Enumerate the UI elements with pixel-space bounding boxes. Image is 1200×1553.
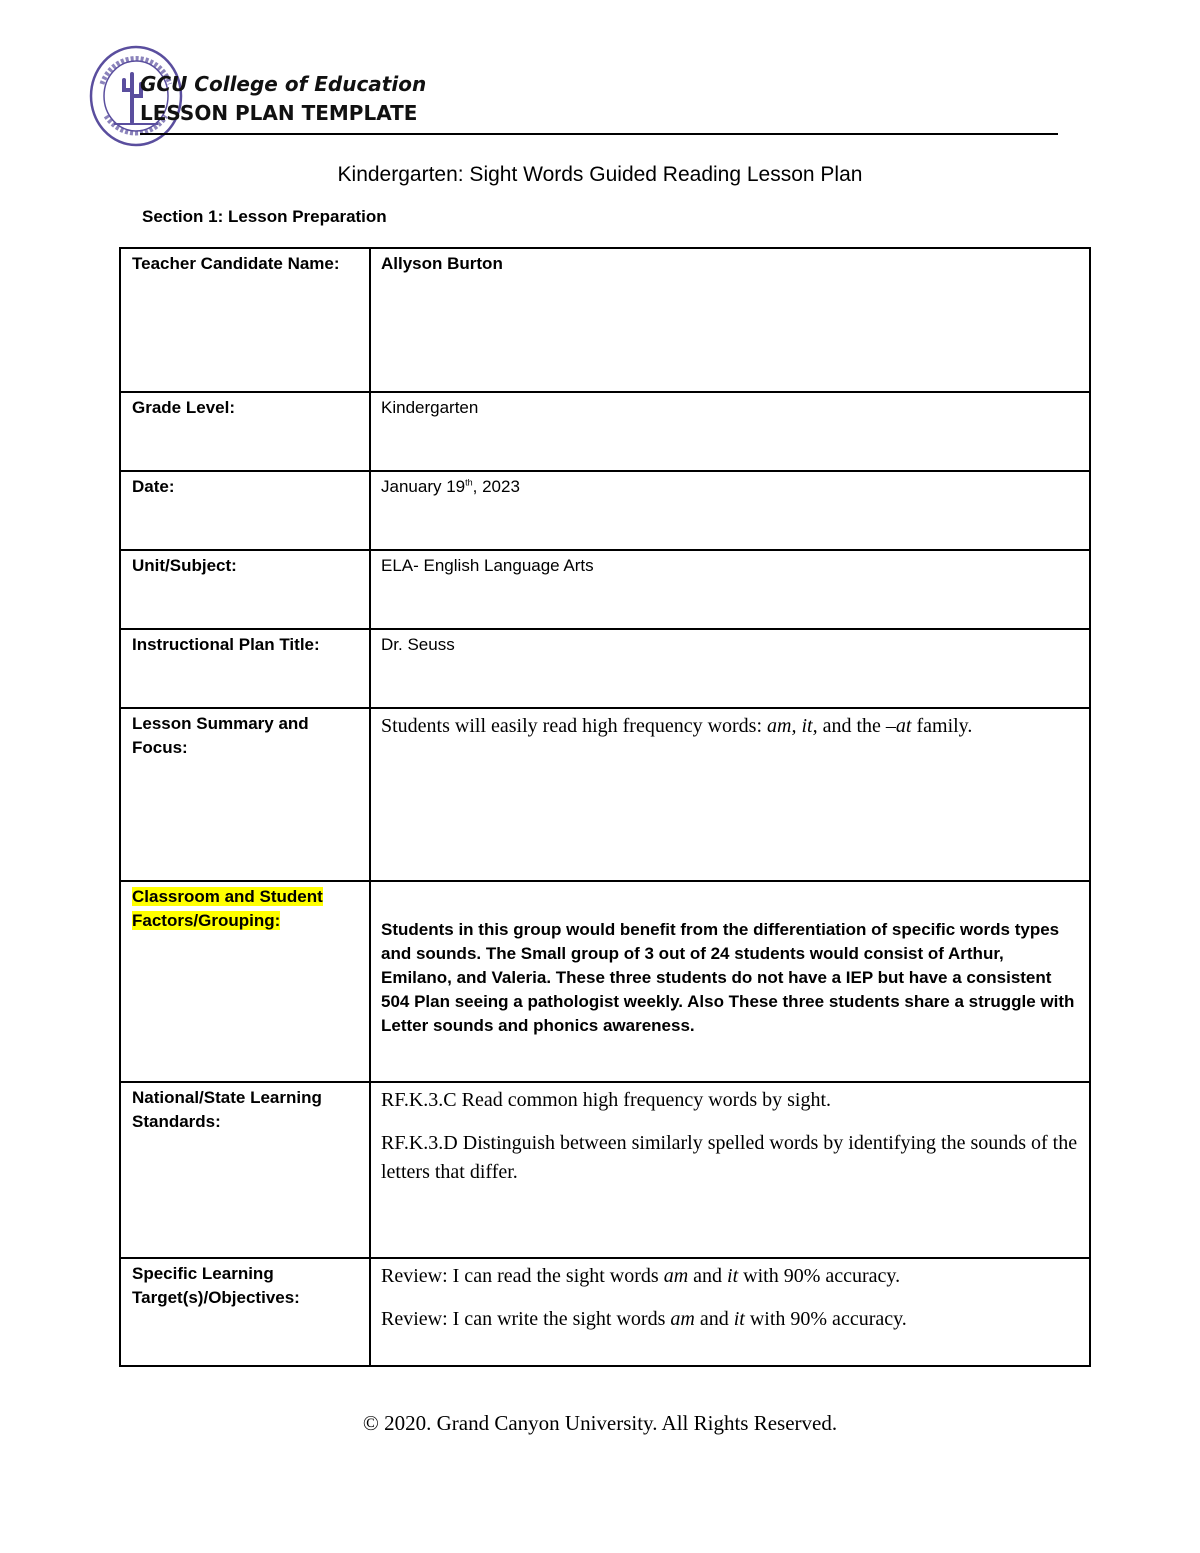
value-cell bbox=[370, 550, 1090, 629]
table-row bbox=[120, 248, 1090, 392]
table-row bbox=[120, 881, 1090, 1082]
label-cell bbox=[120, 629, 370, 708]
summary-family: at bbox=[895, 715, 912, 737]
table-row bbox=[120, 1082, 1090, 1258]
section-title: Section 1: Lesson Preparation bbox=[142, 207, 387, 226]
copyright-footer: © 2020. Grand Canyon University. All Rights Reserved. bbox=[362, 1411, 838, 1435]
value-cell bbox=[370, 392, 1090, 471]
factors-value: Students in this group would benefit from the differentiation of specific words types and sounds. The Small group of 3 out of 24 students would consist of Arthur, Emilano, and Valeria. These three students do not have a IEP but have a consistent 504 Plan seeing a pathologist weekly. Also These three students share a struggle with Letter sounds and phonics awareness. bbox=[381, 920, 1075, 1035]
objective-word: it bbox=[727, 1265, 739, 1287]
objective-item bbox=[371, 1302, 1089, 1334]
objective-text: with 90% accuracy. bbox=[744, 1308, 907, 1330]
value-cell bbox=[370, 708, 1090, 881]
teacher-label: Teacher Candidate Name: bbox=[132, 254, 340, 273]
objective-text: with 90% accuracy. bbox=[738, 1265, 901, 1287]
label-cell bbox=[120, 1258, 370, 1366]
summary-text: Students will easily read high frequency words: bbox=[381, 715, 768, 737]
value-cell bbox=[370, 1082, 1090, 1258]
summary-value bbox=[371, 709, 1089, 741]
value-cell bbox=[370, 248, 1090, 392]
objective-text: and bbox=[694, 1308, 734, 1330]
table-row bbox=[120, 708, 1090, 881]
table-row bbox=[120, 629, 1090, 708]
factors-label: Classroom and Student Factors/Grouping: bbox=[132, 887, 323, 930]
label-cell bbox=[120, 392, 370, 471]
table-row bbox=[120, 471, 1090, 550]
date-value bbox=[371, 472, 1089, 499]
table-row bbox=[120, 1258, 1090, 1366]
date-suffix: th bbox=[465, 477, 473, 488]
label-cell bbox=[120, 708, 370, 881]
objective-word: am bbox=[663, 1265, 689, 1287]
value-cell bbox=[370, 1258, 1090, 1366]
date-main: January 19 bbox=[381, 477, 466, 496]
summary-text: and the – bbox=[817, 715, 896, 737]
college-name: GCU College of Education bbox=[140, 72, 427, 96]
teacher-name: Allyson Burton bbox=[381, 254, 503, 273]
value-cell bbox=[370, 629, 1090, 708]
document-title: Kindergarten: Sight Words Guided Reading Lesson Plan bbox=[337, 163, 863, 186]
standard-item: RF.K.3.C Read common high frequency words by sight. bbox=[381, 1089, 832, 1111]
grade-label: Grade Level: bbox=[132, 398, 235, 417]
plan-title-value: Dr. Seuss bbox=[381, 635, 455, 654]
unit-value: ELA- English Language Arts bbox=[381, 556, 594, 575]
objective-text: Review: I can read the sight words bbox=[381, 1265, 664, 1287]
summary-words: am, it, bbox=[767, 715, 818, 737]
label-cell bbox=[120, 550, 370, 629]
objective-word: it bbox=[733, 1308, 745, 1330]
objective-text: Review: I can write the sight words bbox=[381, 1308, 671, 1330]
label-cell bbox=[120, 248, 370, 392]
summary-text: family. bbox=[911, 715, 973, 737]
objective-text: and bbox=[688, 1265, 728, 1287]
label-cell bbox=[120, 881, 370, 1082]
value-cell bbox=[370, 471, 1090, 550]
template-title: LESSON PLAN TEMPLATE bbox=[140, 101, 418, 125]
objectives-label: Specific Learning Target(s)/Objectives: bbox=[132, 1264, 300, 1307]
label-cell bbox=[120, 471, 370, 550]
value-cell bbox=[370, 881, 1090, 1082]
unit-label: Unit/Subject: bbox=[132, 556, 237, 575]
label-cell bbox=[120, 1082, 370, 1258]
objective-word: am bbox=[670, 1308, 695, 1330]
standards-label: National/State Learning Standards: bbox=[132, 1088, 322, 1131]
grade-value: Kindergarten bbox=[381, 398, 479, 417]
summary-label: Lesson Summary and Focus: bbox=[132, 714, 309, 757]
factors-label-wrap bbox=[121, 882, 369, 933]
plan-title-label: Instructional Plan Title: bbox=[132, 635, 320, 654]
header bbox=[140, 70, 426, 128]
lesson-preparation-table bbox=[119, 247, 1091, 1367]
standard-item: RF.K.3.D Distinguish between similarly spelled words by identifying the sounds of the letters that differ. bbox=[381, 1132, 1078, 1183]
objective-item bbox=[371, 1259, 1089, 1291]
table-row bbox=[120, 550, 1090, 629]
header-rule bbox=[140, 133, 1058, 135]
date-year: , 2023 bbox=[472, 477, 520, 496]
table-row bbox=[120, 392, 1090, 471]
date-label: Date: bbox=[132, 477, 175, 496]
